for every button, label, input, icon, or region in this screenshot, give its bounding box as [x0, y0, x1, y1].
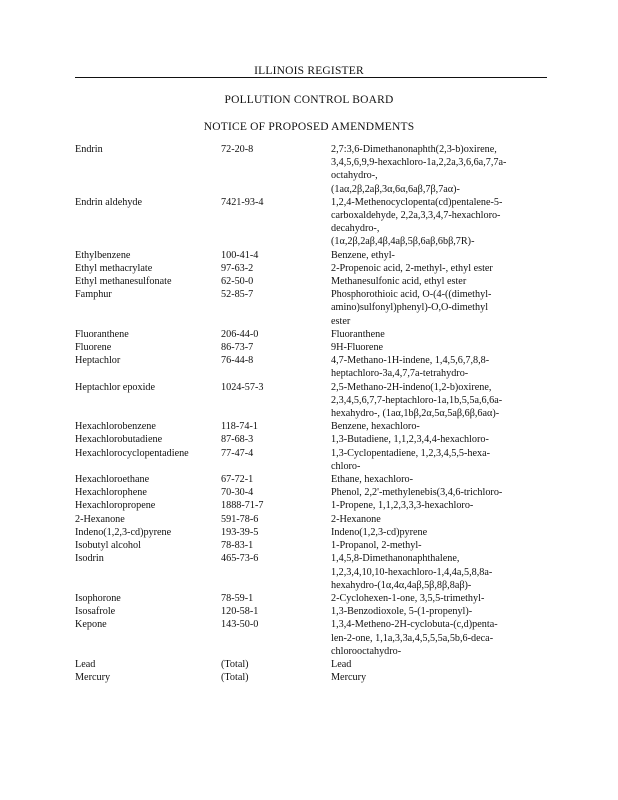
description-line: 1-Propanol, 2-methyl- — [331, 540, 422, 552]
description-line: Lead — [331, 658, 352, 670]
constituent-name: Isophorone — [75, 592, 121, 604]
description-line: 1,3-Benzodioxole, 5-(1-propenyl)- — [331, 606, 473, 618]
chemical-description — [331, 552, 545, 592]
description-line: Mercury — [331, 672, 367, 684]
constituent-name: 2-Hexanone — [75, 513, 125, 525]
chemical-description — [331, 275, 545, 288]
description-line: 1,3-Butadiene, 1,1,2,3,4,4-hexachloro- — [331, 434, 489, 446]
cas-number: 1024-57-3 — [221, 381, 264, 393]
description-line: 1,3-Cyclopentadiene, 1,2,3,4,5,5-hexa- — [331, 447, 490, 459]
cas-number: 97-63-2 — [221, 262, 254, 274]
cas-number: 67-72-1 — [221, 474, 254, 486]
description-line: 2-Propenoic acid, 2-methyl-, ethyl ester — [331, 262, 493, 274]
description-line: Methanesulfonic acid, ethyl ester — [331, 276, 467, 288]
constituent-name: Endrin aldehyde — [75, 196, 143, 208]
description-line: 3,4,5,6,9,9-hexachloro-1a,2,2a,3,6,6a,7,7a- — [331, 157, 507, 169]
description-line: 2,5-Methano-2H-indeno(1,2-b)oxirene, — [331, 381, 492, 393]
table-row — [75, 341, 545, 354]
table-row — [75, 288, 545, 328]
cas-number: 86-73-7 — [221, 342, 254, 354]
table-row — [75, 262, 545, 275]
description-line: octahydro-, — [331, 170, 378, 182]
cas-number: 77-47-4 — [221, 447, 254, 459]
constituent-name: Hexachloroethane — [75, 474, 150, 486]
constituent-name: Famphur — [75, 289, 112, 301]
table-row — [75, 618, 545, 658]
chemical-description — [331, 447, 545, 473]
description-line: len-2-one, 1,1a,3,3a,4,5,5,5a,5b,6-deca- — [331, 632, 494, 644]
notice-title: NOTICE OF PROPOSED AMENDMENTS — [203, 121, 415, 133]
constituent-name: Ethylbenzene — [75, 249, 131, 261]
chemical-description — [331, 143, 545, 196]
table-row — [75, 433, 545, 446]
constituent-name: Lead — [75, 658, 96, 670]
cas-number: 465-73-6 — [221, 553, 259, 565]
constituent-name: Mercury — [75, 672, 111, 684]
constituent-name: Hexachlorocyclopentadiene — [75, 447, 189, 459]
table-row — [75, 447, 545, 473]
chemical-description — [331, 354, 545, 380]
description-line: hexahydro-(1α,4α,4aβ,5β,8β,8aβ)- — [331, 579, 472, 591]
description-line: ester — [331, 315, 351, 327]
constituent-name: Fluoranthene — [75, 328, 129, 340]
constituent-name: Ethyl methanesulfonate — [75, 276, 172, 288]
constituent-name: Heptachlor — [75, 355, 121, 367]
constituent-name: Hexachlorobenzene — [75, 421, 156, 433]
table-row — [75, 473, 545, 486]
description-line: hexahydro-, (1aα,1bβ,2α,5α,5aβ,6β,6aα)- — [331, 408, 500, 420]
description-line: Benzene, hexachloro- — [331, 421, 420, 433]
chemical-description — [331, 433, 545, 446]
cas-number: 120-58-1 — [221, 606, 259, 618]
cas-number: 118-74-1 — [221, 421, 258, 433]
table-row — [75, 658, 545, 671]
table-row — [75, 328, 545, 341]
description-line: chloro- — [331, 460, 361, 472]
table-row — [75, 381, 545, 421]
table-row — [75, 196, 545, 249]
description-line: 2-Cyclohexen-1-one, 3,5,5-trimethyl- — [331, 592, 485, 604]
table-row — [75, 671, 545, 684]
cas-number: 72-20-8 — [221, 144, 254, 155]
constituent-name: Hexachlorobutadiene — [75, 434, 163, 446]
table-row — [75, 499, 545, 512]
constituent-name: Indeno(1,2,3-cd)pyrene — [75, 526, 172, 538]
chemical-description — [331, 539, 545, 552]
table-row — [75, 420, 545, 433]
cas-number: 76-44-8 — [221, 355, 254, 367]
description-line: 2,3,4,5,6,7,7-heptachloro-1a,1b,5,5a,6,6a- — [331, 394, 503, 406]
chemical-description — [331, 288, 545, 328]
chemical-description — [331, 196, 545, 249]
description-line: 1-Propene, 1,1,2,3,3,3-hexachloro- — [331, 500, 474, 512]
description-line: decahydro-, — [331, 223, 380, 235]
board-title: POLLUTION CONTROL BOARD — [224, 94, 394, 106]
chemical-description — [331, 486, 545, 499]
chemical-description — [331, 262, 545, 275]
chemical-description — [331, 328, 545, 341]
table-row — [75, 249, 545, 262]
table-row — [75, 592, 545, 605]
chemical-description — [331, 473, 545, 486]
constituent-name: Hexachlorophene — [75, 487, 147, 499]
cas-number: 70-30-4 — [221, 487, 254, 499]
description-line: Ethane, hexachloro- — [331, 474, 414, 486]
constituent-name: Kepone — [75, 619, 107, 631]
chemical-description — [331, 513, 545, 526]
constituent-table — [75, 143, 545, 684]
description-line: 2-Hexanone — [331, 513, 381, 525]
table-row — [75, 605, 545, 618]
cas-number: (Total) — [221, 658, 249, 670]
description-line: 4,7-Methano-1H-indene, 1,4,5,6,7,8,8- — [331, 355, 490, 367]
table-row — [75, 539, 545, 552]
description-line: 1,4,5,8-Dimethanonaphthalene, — [331, 553, 460, 565]
constituent-name: Heptachlor epoxide — [75, 381, 156, 393]
table-row — [75, 354, 545, 380]
table-row — [75, 526, 545, 539]
description-line: Benzene, ethyl- — [331, 249, 395, 261]
cas-number: 62-50-0 — [221, 276, 254, 288]
chemical-description — [331, 658, 545, 671]
description-line: (1aα,2β,2aβ,3α,6α,6aβ,7β,7aα)- — [331, 183, 460, 195]
chemical-description — [331, 499, 545, 512]
chemical-description — [331, 592, 545, 605]
constituent-name: Hexachloropropene — [75, 500, 156, 512]
cas-number: 1888-71-7 — [221, 500, 264, 512]
description-line: 1,3,4-Metheno-2H-cyclobuta-(c,d)penta- — [331, 619, 498, 631]
table-row — [75, 143, 545, 196]
cas-number: 78-83-1 — [221, 540, 254, 552]
description-line: Indeno(1,2,3-cd)pyrene — [331, 526, 428, 538]
description-line: Phenol, 2,2'-methylenebis(3,4,6-trichloro- — [331, 487, 503, 499]
chemical-description — [331, 420, 545, 433]
chemical-description — [331, 381, 545, 421]
description-line: chlorooctahydro- — [331, 645, 402, 657]
chemical-description — [331, 341, 545, 354]
description-line: 1,2,3,4,10,10-hexachloro-1,4,4a,5,8,8a- — [331, 566, 493, 578]
constituent-name: Fluorene — [75, 342, 112, 354]
cas-number: 143-50-0 — [221, 619, 259, 631]
constituent-name: Ethyl methacrylate — [75, 262, 153, 274]
chemical-description — [331, 605, 545, 618]
register-title: ILLINOIS REGISTER — [0, 65, 618, 77]
cas-number: 193-39-5 — [221, 526, 259, 538]
description-line: 2,7:3,6-Dimethanonaphth(2,3-b)oxirene, — [331, 144, 497, 155]
table-row — [75, 486, 545, 499]
description-line: (1α,2β,2aβ,4β,4aβ,5β,6aβ,6bβ,7R)- — [331, 236, 475, 248]
constituent-name: Isobutyl alcohol — [75, 540, 141, 552]
cas-number: 52-85-7 — [221, 289, 254, 301]
constituent-name: Endrin — [75, 144, 103, 155]
chemical-description — [331, 526, 545, 539]
chemical-description — [331, 618, 545, 658]
cas-number: 591-78-6 — [221, 513, 259, 525]
cas-number: (Total) — [221, 672, 249, 684]
table-row — [75, 275, 545, 288]
chemical-description — [331, 671, 545, 684]
header-rule — [75, 77, 547, 78]
cas-number: 100-41-4 — [221, 249, 259, 261]
description-line: 1,2,4-Methenocyclopenta(cd)pentalene-5- — [331, 196, 503, 208]
chemical-description — [331, 249, 545, 262]
description-line: heptachloro-3a,4,7,7a-tetrahydro- — [331, 368, 469, 380]
cas-number: 7421-93-4 — [221, 196, 264, 208]
description-line: amino)sulfonyl)phenyl)-O,O-dimethyl — [331, 302, 489, 314]
description-line: Phosphorothioic acid, O-(4-((dimethyl- — [331, 289, 492, 301]
table-row — [75, 513, 545, 526]
constituent-name: Isodrin — [75, 553, 104, 565]
cas-number: 206-44-0 — [221, 328, 259, 340]
constituent-name: Isosafrole — [75, 606, 116, 618]
cas-number: 78-59-1 — [221, 592, 254, 604]
cas-number: 87-68-3 — [221, 434, 254, 446]
description-line: 9H-Fluorene — [331, 342, 384, 354]
table-row — [75, 552, 545, 592]
description-line: Fluoranthene — [331, 328, 385, 340]
description-line: carboxaldehyde, 2,2a,3,3,4,7-hexachloro- — [331, 210, 501, 222]
